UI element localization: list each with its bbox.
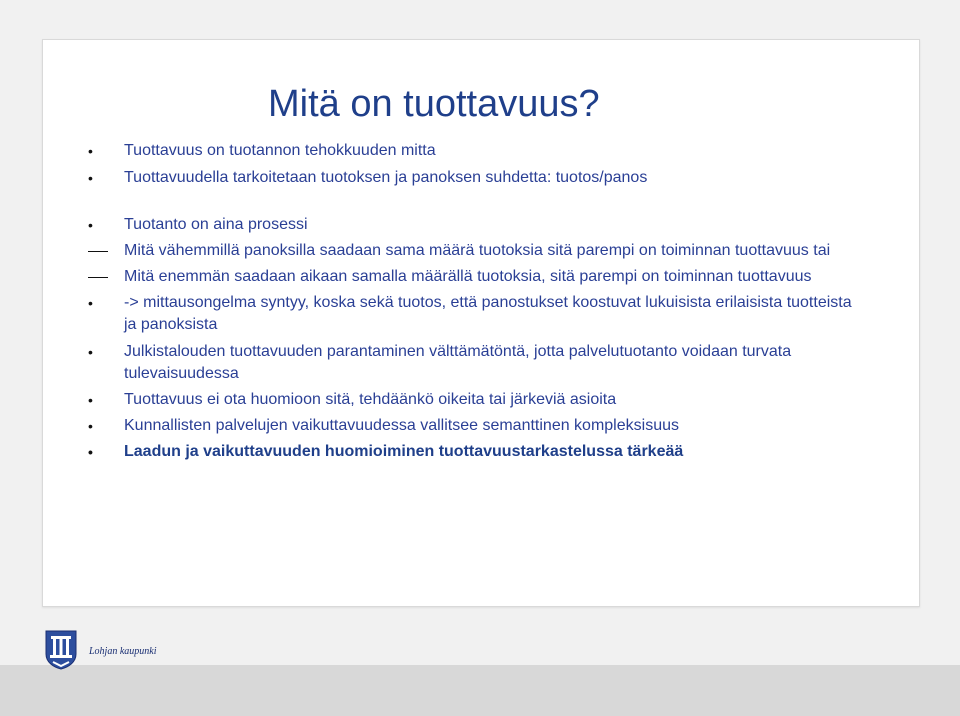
list-item	[88, 240, 868, 262]
list-item-text: Mitä vähemmillä panoksilla saadaan sama määrä tuotoksia sitä parempi on toiminnan tuottavuus tai	[124, 242, 831, 259]
list-item	[88, 292, 868, 336]
list-item	[88, 266, 868, 288]
slide-title: Mitä on tuottavuus?	[268, 83, 600, 125]
slide-content	[88, 140, 868, 463]
list-item-text: Tuottavuudella tarkoitetaan tuotoksen ja panoksen suhdetta: tuotos/panos	[124, 169, 648, 186]
list-item	[88, 214, 868, 236]
list-item-text: Kunnallisten palvelujen vaikuttavuudessa vallitsee semanttinen kompleksisuus	[124, 417, 679, 434]
list-item-text: Mitä enemmän saadaan aikaan samalla määrällä tuotoksia, sitä parempi on toiminnan tuottavuus	[124, 268, 812, 285]
city-crest-icon	[45, 630, 77, 670]
list-item	[88, 415, 868, 437]
logo-text: Lohjan kaupunki	[89, 646, 157, 657]
list-item	[88, 167, 868, 189]
list-item	[88, 389, 868, 411]
list-item	[88, 341, 868, 385]
list-item-text: Julkistalouden tuottavuuden parantaminen välttämätöntä, jotta palvelutuotanto voidaan turvata tulevaisuudessa	[124, 343, 792, 382]
list-item-text: -> mittausongelma syntyy, koska sekä tuotos, että panostukset koostuvat lukuisista erilaisista tuotteista ja panoksista	[124, 294, 852, 333]
list-item-text: Tuotanto on aina prosessi	[124, 216, 308, 233]
list-item-text: Tuottavuus ei ota huomioon sitä, tehdäänkö oikeita tai järkeviä asioita	[124, 391, 617, 408]
list-item-text: Tuottavuus on tuotannon tehokkuuden mitta	[124, 142, 436, 159]
footer-band	[0, 665, 960, 716]
list-item	[88, 441, 868, 463]
list-item	[88, 140, 868, 162]
list-item-text: Laadun ja vaikuttavuuden huomioiminen tuottavuustarkastelussa tärkeää	[124, 443, 684, 460]
